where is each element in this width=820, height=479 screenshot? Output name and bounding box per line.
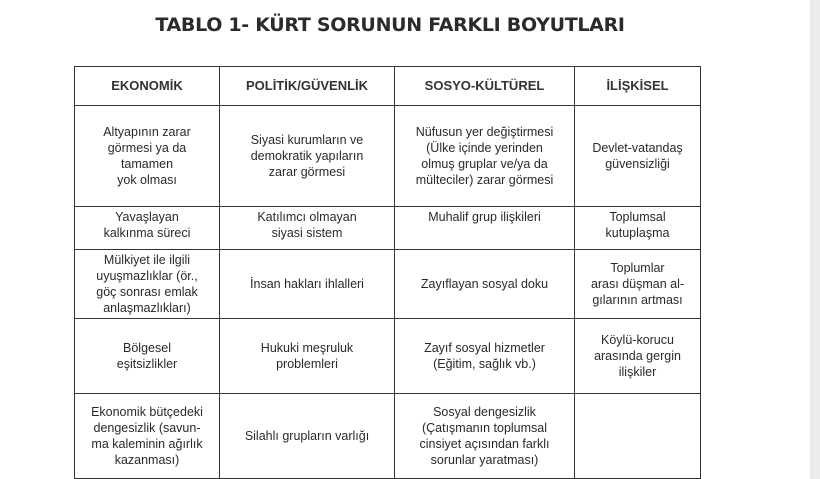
- table-cell: Devlet-vatandaş güvensizliği: [575, 106, 701, 207]
- header-political-security: POLİTİK/GÜVENLİK: [220, 67, 395, 106]
- table-cell: Nüfusun yer değiştirmesi (Ülke içinde yerinden olmuş gruplar ve/ya da mülteciler) zarar görmesi: [395, 106, 575, 207]
- table-row: [75, 106, 701, 207]
- table-cell: Hukuki meşruluk problemleri: [220, 319, 395, 394]
- table-cell: Bölgesel eşitsizlikler: [75, 319, 220, 394]
- table-row: [75, 207, 701, 250]
- table-cell: İnsan hakları ihlalleri: [220, 250, 395, 319]
- table-title: TABLO 1- KÜRT SORUNUN FARKLI BOYUTLARI: [155, 14, 625, 36]
- dimensions-table: [74, 66, 701, 479]
- table-cell: Zayıflayan sosyal doku: [395, 250, 575, 319]
- header-relational: İLİŞKİSEL: [575, 67, 701, 106]
- table-row: [75, 250, 701, 319]
- table-cell: Altyapının zarar görmesi ya da tamamen yok olması: [75, 106, 220, 207]
- table-cell: Toplumsal kutuplaşma: [575, 207, 701, 250]
- header-economic: EKONOMİK: [75, 67, 220, 106]
- table-cell: Silahlı grupların varlığı: [220, 394, 395, 479]
- page-edge-shadow: [810, 0, 820, 479]
- table-cell: Siyasi kurumların ve demokratik yapıların zarar görmesi: [220, 106, 395, 207]
- header-socio-cultural: SOSYO-KÜLTÜREL: [395, 67, 575, 106]
- table-cell: Zayıf sosyal hizmetler (Eğitim, sağlık vb.): [395, 319, 575, 394]
- table-cell: Yavaşlayan kalkınma süreci: [75, 207, 220, 250]
- table-cell: Ekonomik bütçedeki dengesizlik (savun- ma kaleminin ağırlık kazanması): [75, 394, 220, 479]
- table-cell: Toplumlar arası düşman al- gılarının artması: [575, 250, 701, 319]
- table-cell: Muhalif grup ilişkileri: [395, 207, 575, 250]
- table-cell: Sosyal dengesizlik (Çatışmanın toplumsal cinsiyet açısından farklı sorunlar yaratması): [395, 394, 575, 479]
- header-row: [75, 67, 701, 106]
- table-cell-empty: [575, 394, 701, 479]
- table-row: [75, 319, 701, 394]
- table-cell: Köylü-korucu arasında gergin ilişkiler: [575, 319, 701, 394]
- table-row: [75, 394, 701, 479]
- table-cell: Katılımcı olmayan siyasi sistem: [220, 207, 395, 250]
- table-cell: Mülkiyet ile ilgili uyuşmazlıklar (ör., göç sonrası emlak anlaşmazlıkları): [75, 250, 220, 319]
